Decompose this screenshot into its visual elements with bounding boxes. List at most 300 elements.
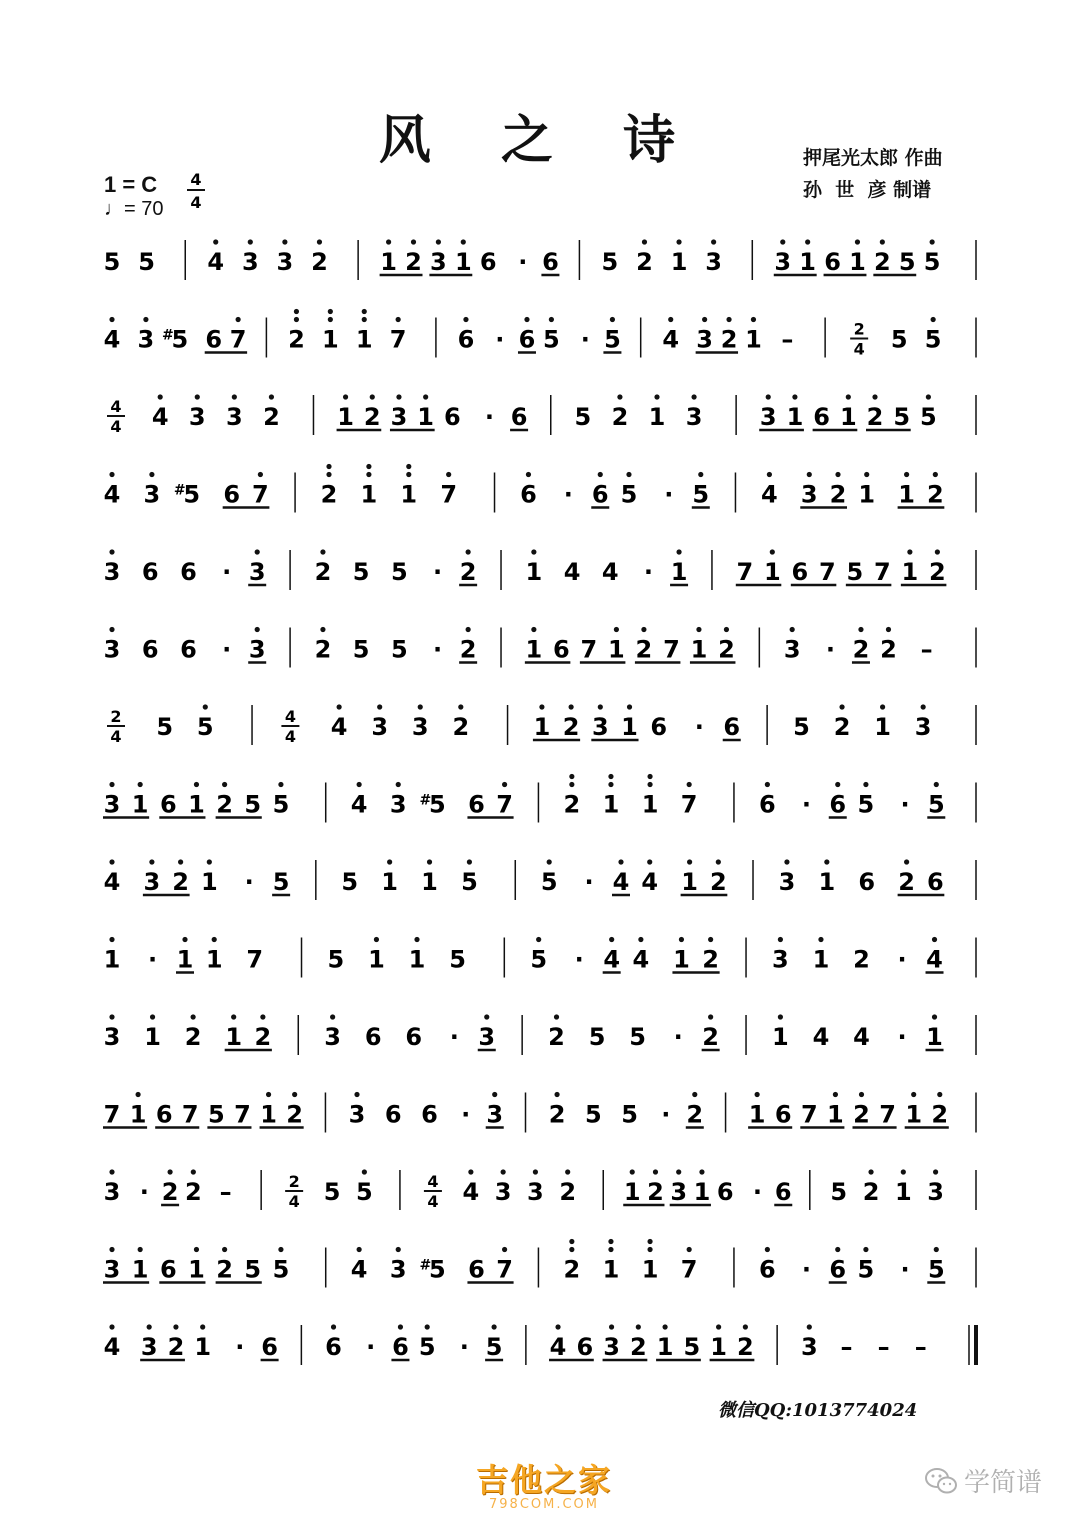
octave-dot	[630, 1169, 635, 1174]
note: 5	[692, 480, 710, 509]
octave-dot	[647, 782, 652, 787]
octave-dot	[343, 394, 348, 399]
octave-dot	[668, 317, 673, 322]
score-row	[107, 704, 976, 746]
note: 5	[208, 1100, 225, 1129]
note: 5	[584, 1100, 602, 1129]
octave-dot	[231, 1014, 236, 1019]
time-sig-denominator: 4	[853, 339, 865, 359]
octave-dot	[911, 1092, 916, 1097]
note: 5	[898, 248, 916, 276]
note: 2	[853, 1100, 870, 1129]
note: 3	[778, 868, 796, 896]
augmentation-dot: ·	[897, 1023, 907, 1051]
note: 2	[452, 713, 470, 741]
augmentation-dot: ·	[801, 790, 812, 819]
note: 5	[540, 868, 558, 896]
note: 3	[225, 403, 243, 431]
sustain-dash: –	[840, 1333, 853, 1361]
note: 1	[772, 1023, 789, 1051]
note: 5	[683, 1333, 701, 1361]
time-sig-numerator: 4	[284, 707, 296, 726]
augmentation-dot: ·	[139, 1178, 149, 1206]
key-signature: 1 = C	[104, 172, 158, 197]
octave-dot	[149, 859, 154, 864]
note: 1	[745, 325, 762, 354]
note: 3	[772, 945, 789, 974]
note: 2	[880, 635, 897, 664]
octave-dot	[886, 627, 891, 632]
note: 3	[430, 248, 447, 276]
octave-dot	[191, 1014, 196, 1019]
note: 6	[479, 248, 497, 276]
octave-dot	[143, 317, 148, 322]
score-row	[103, 774, 976, 823]
octave-dot	[248, 239, 253, 244]
augmentation-dot: ·	[518, 248, 528, 276]
octave-dot	[642, 239, 647, 244]
note: 5	[857, 1255, 875, 1284]
octave-dot	[109, 782, 114, 787]
octave-dot	[636, 1324, 641, 1329]
time-sig-numerator: 2	[110, 707, 122, 726]
note: 1	[421, 868, 438, 896]
octave-dot	[109, 317, 114, 322]
note: 7	[879, 1100, 896, 1129]
octave-dot	[863, 1247, 868, 1252]
octave-dot	[232, 394, 237, 399]
octave-dot	[255, 549, 260, 554]
octave-dot	[932, 937, 937, 942]
octave-dot	[805, 239, 810, 244]
sharp-sign: #	[161, 327, 174, 344]
octave-dot	[467, 859, 472, 864]
octave-dot	[555, 1324, 560, 1329]
note: 5	[588, 1023, 606, 1051]
note: 2	[286, 1100, 304, 1129]
augmentation-dot: ·	[366, 1333, 376, 1361]
note: 7	[736, 558, 754, 586]
note: 1	[381, 868, 398, 896]
note: 6	[261, 1333, 278, 1361]
augmentation-dot: ·	[461, 1100, 471, 1129]
octave-dot	[524, 317, 529, 322]
octave-dot	[726, 317, 731, 322]
note: 3	[137, 325, 155, 354]
octave-dot	[109, 627, 114, 632]
note: 2	[314, 558, 332, 586]
augmentation-dot: ·	[673, 1023, 683, 1051]
octave-dot	[932, 1014, 937, 1019]
octave-dot	[320, 549, 325, 554]
note: 6	[829, 1255, 847, 1284]
octave-dot	[236, 317, 241, 322]
note: 1	[602, 790, 620, 819]
note: 3	[478, 1023, 496, 1051]
octave-dot	[149, 472, 154, 477]
note: 6	[457, 325, 475, 354]
octave-dot	[158, 394, 163, 399]
note: 6	[576, 1333, 594, 1361]
octave-dot	[195, 394, 200, 399]
note: 6	[364, 1023, 382, 1051]
note: 5	[156, 713, 174, 741]
augmentation-dot: ·	[574, 945, 584, 974]
note: 1	[641, 1255, 659, 1284]
note: 4	[103, 1333, 121, 1361]
octave-dot	[173, 1324, 178, 1329]
score-row	[104, 859, 976, 900]
augmentation-dot: ·	[694, 713, 704, 741]
time-sig-numerator: 4	[190, 170, 202, 189]
note: 1	[260, 1100, 277, 1129]
octave-dot	[846, 394, 851, 399]
octave-dot	[676, 549, 681, 554]
note: 1	[321, 325, 339, 354]
note: 4	[563, 558, 581, 586]
octave-dot	[934, 782, 939, 787]
octave-dot	[614, 627, 619, 632]
score-row	[107, 394, 976, 436]
note: 6	[591, 480, 609, 509]
note: 6	[774, 1178, 792, 1206]
octave-dot	[724, 627, 729, 632]
note: 5	[244, 790, 262, 819]
note: 4	[641, 868, 659, 896]
octave-dot	[466, 549, 471, 554]
octave-dot	[326, 464, 331, 469]
octave-dot	[362, 1169, 367, 1174]
octave-dot	[569, 782, 574, 787]
note: 2	[929, 558, 946, 586]
octave-dot	[109, 549, 114, 554]
octave-dot	[921, 704, 926, 709]
augmentation-dot: ·	[147, 945, 158, 974]
score-row	[104, 1014, 976, 1055]
octave-dot	[191, 1169, 196, 1174]
note: 1	[905, 1100, 923, 1129]
note: 3	[103, 635, 121, 664]
note: 6	[759, 790, 776, 819]
octave-dot	[765, 782, 770, 787]
octave-dot	[767, 472, 772, 477]
note: 3	[696, 325, 713, 354]
note: 6	[774, 1100, 792, 1129]
octave-dot	[109, 472, 114, 477]
note: 7	[229, 325, 247, 354]
note: 2	[898, 868, 915, 896]
note: 3	[800, 1333, 818, 1361]
octave-dot	[258, 472, 263, 477]
note: 4	[601, 558, 619, 586]
note: 2	[320, 480, 338, 509]
octave-dot	[638, 937, 643, 942]
octave-dot	[178, 859, 183, 864]
octave-dot	[653, 1169, 658, 1174]
logo-main-text: 吉他之家	[475, 1461, 612, 1499]
note: 1	[818, 868, 836, 896]
note: 2	[184, 1023, 202, 1051]
score-row	[104, 309, 976, 359]
note: 5	[927, 790, 945, 819]
note: 2	[737, 1333, 754, 1361]
note: 6	[759, 1255, 776, 1284]
octave-dot	[549, 317, 554, 322]
octave-dot	[778, 937, 783, 942]
octave-dot	[282, 239, 287, 244]
note: 7	[181, 1100, 199, 1129]
octave-dot	[484, 1014, 489, 1019]
score-row	[103, 1092, 976, 1133]
note: 6	[205, 325, 223, 354]
octave-dot	[598, 704, 603, 709]
note: 1	[898, 480, 915, 509]
note: 5	[352, 558, 370, 586]
octave-dot	[109, 1014, 114, 1019]
site-logo	[464, 1455, 624, 1512]
note: 6	[159, 1255, 177, 1284]
note: 5	[629, 1023, 646, 1051]
octave-dot	[138, 1247, 143, 1252]
augmentation-dot: ·	[449, 1023, 459, 1051]
note: 5	[341, 868, 359, 896]
note: 2	[866, 403, 884, 431]
note: 3	[103, 1255, 121, 1284]
octave-dot	[203, 704, 208, 709]
note: 3	[411, 713, 429, 741]
octave-dot	[370, 394, 375, 399]
note: 5	[103, 248, 121, 276]
note: 3	[927, 1178, 944, 1206]
note: 2	[862, 1178, 880, 1206]
note: 2	[314, 635, 332, 664]
octave-dot	[526, 472, 531, 477]
octave-dot	[255, 627, 260, 632]
note: 3	[248, 558, 266, 586]
octave-dot	[501, 1169, 506, 1174]
note: 6	[518, 325, 536, 354]
sharp-sign: #	[419, 1257, 432, 1274]
note: 1	[670, 558, 688, 586]
note: 1	[225, 1023, 243, 1051]
note: 6	[829, 790, 847, 819]
note: 7	[252, 480, 269, 509]
octave-dot	[406, 464, 411, 469]
note: 6	[723, 713, 741, 741]
octave-dot	[618, 859, 623, 864]
octave-dot	[492, 1324, 497, 1329]
octave-dot	[565, 1169, 570, 1174]
octave-dot	[766, 394, 771, 399]
octave-dot	[708, 1014, 713, 1019]
octave-dot	[109, 1324, 114, 1329]
octave-dot	[755, 1092, 760, 1097]
octave-dot	[436, 239, 441, 244]
octave-dot	[147, 1324, 152, 1329]
augmentation-dot: ·	[664, 480, 674, 509]
octave-dot	[608, 1239, 613, 1244]
octave-dot	[627, 704, 632, 709]
note: 1	[827, 1100, 844, 1129]
score-row	[104, 549, 976, 590]
note: 5	[793, 713, 810, 741]
note: 2	[548, 1100, 566, 1129]
octave-dot	[679, 937, 684, 942]
octave-dot	[687, 1247, 692, 1252]
note: 7	[234, 1100, 251, 1129]
note: 5	[272, 1255, 290, 1284]
augmentation-dot: ·	[661, 1100, 671, 1129]
octave-dot	[414, 937, 419, 942]
octave-dot	[751, 317, 756, 322]
octave-dot	[790, 627, 795, 632]
sustain-dash: –	[219, 1178, 232, 1206]
note: 4	[603, 945, 621, 974]
note: 2	[459, 558, 477, 586]
note: 3	[389, 1255, 407, 1284]
note: 4	[549, 1333, 567, 1361]
augmentation-dot: ·	[484, 403, 494, 431]
octave-dot	[647, 1239, 652, 1244]
note: 4	[812, 1023, 830, 1051]
octave-dot	[109, 937, 114, 942]
note: 6	[392, 1333, 409, 1361]
octave-dot	[212, 937, 217, 942]
note: 2	[931, 1100, 949, 1129]
octave-dot	[691, 394, 696, 399]
note: 5	[272, 790, 290, 819]
octave-dot	[610, 317, 615, 322]
octave-dot	[647, 1247, 652, 1252]
note: 4	[207, 248, 225, 276]
note: 1	[205, 945, 223, 974]
augmentation-dot: ·	[433, 558, 443, 586]
note: 5	[621, 1100, 638, 1129]
note: 4	[330, 713, 348, 741]
octave-dot	[194, 782, 199, 787]
note: 5	[391, 635, 408, 664]
octave-dot	[326, 472, 331, 477]
note: 2	[852, 635, 870, 664]
octave-dot	[266, 1092, 271, 1097]
octave-dot	[337, 704, 342, 709]
note: 1	[360, 480, 378, 509]
note: 2	[216, 790, 233, 819]
note: 5	[183, 480, 201, 509]
octave-dot	[396, 1247, 401, 1252]
note: 5	[604, 325, 621, 354]
octave-dot	[833, 1092, 838, 1097]
octave-dot	[109, 1247, 114, 1252]
octave-dot	[687, 782, 692, 787]
note: 5	[857, 790, 875, 819]
note: 6	[510, 403, 528, 431]
note: 3	[705, 248, 722, 276]
note: 4	[103, 480, 121, 509]
note: 2	[853, 945, 870, 974]
note: 1	[368, 945, 385, 974]
octave-dot	[396, 782, 401, 787]
note: 5	[620, 480, 638, 509]
score-row	[104, 1324, 978, 1365]
note: 2	[548, 1023, 565, 1051]
note: 4	[853, 1023, 870, 1051]
octave-dot	[278, 1247, 283, 1252]
note: 2	[363, 403, 381, 431]
note: 1	[763, 558, 781, 586]
note: 1	[417, 403, 435, 431]
octave-dot	[937, 1092, 942, 1097]
note: 1	[710, 1333, 727, 1361]
score-row	[104, 464, 976, 513]
octave-dot	[626, 472, 631, 477]
note: 6	[824, 248, 841, 276]
note: 6	[141, 558, 159, 586]
octave-dot	[109, 859, 114, 864]
note: 6	[384, 1100, 402, 1129]
note: 1	[648, 403, 666, 431]
note: 5	[272, 868, 290, 896]
octave-dot	[711, 239, 716, 244]
note: 5	[244, 1255, 262, 1284]
note: 4	[462, 1178, 480, 1206]
note: 2	[709, 868, 727, 896]
octave-dot	[357, 1247, 362, 1252]
note: 1	[681, 868, 698, 896]
octave-dot	[328, 317, 333, 322]
octave-dot	[904, 472, 909, 477]
octave-dot	[716, 1324, 721, 1329]
octave-dot	[687, 859, 692, 864]
note: 7	[246, 945, 264, 974]
octave-dot	[531, 549, 536, 554]
note: 3	[670, 1178, 688, 1206]
note: 1	[188, 790, 205, 819]
octave-dot	[427, 859, 432, 864]
octave-dot	[569, 704, 574, 709]
note: 6	[421, 1100, 438, 1129]
octave-dot	[357, 782, 362, 787]
octave-dot	[317, 239, 322, 244]
octave-dot	[780, 239, 785, 244]
note: 2	[926, 480, 944, 509]
note: 6	[155, 1100, 173, 1129]
augmentation-dot: ·	[244, 868, 254, 896]
note: 3	[685, 403, 703, 431]
note: 1	[380, 248, 397, 276]
octave-dot	[839, 704, 844, 709]
note: 5	[846, 558, 864, 586]
note: 1	[533, 713, 551, 741]
octave-dot	[901, 1169, 906, 1174]
note: 2	[636, 248, 653, 276]
note: 2	[562, 713, 580, 741]
note: 7	[680, 790, 698, 819]
octave-dot	[294, 317, 299, 322]
octave-dot	[396, 317, 401, 322]
note: 6	[180, 635, 197, 664]
octave-dot	[569, 1239, 574, 1244]
note: 6	[716, 1178, 734, 1206]
note: 3	[774, 248, 792, 276]
augmentation-dot: ·	[801, 1255, 812, 1284]
note: 3	[527, 1178, 544, 1206]
note: 2	[563, 1255, 581, 1284]
score-row	[103, 1239, 976, 1288]
arranger-credit: 孙 世 彦 制谱	[803, 179, 932, 201]
watermark	[924, 1462, 1042, 1499]
octave-dot	[396, 394, 401, 399]
